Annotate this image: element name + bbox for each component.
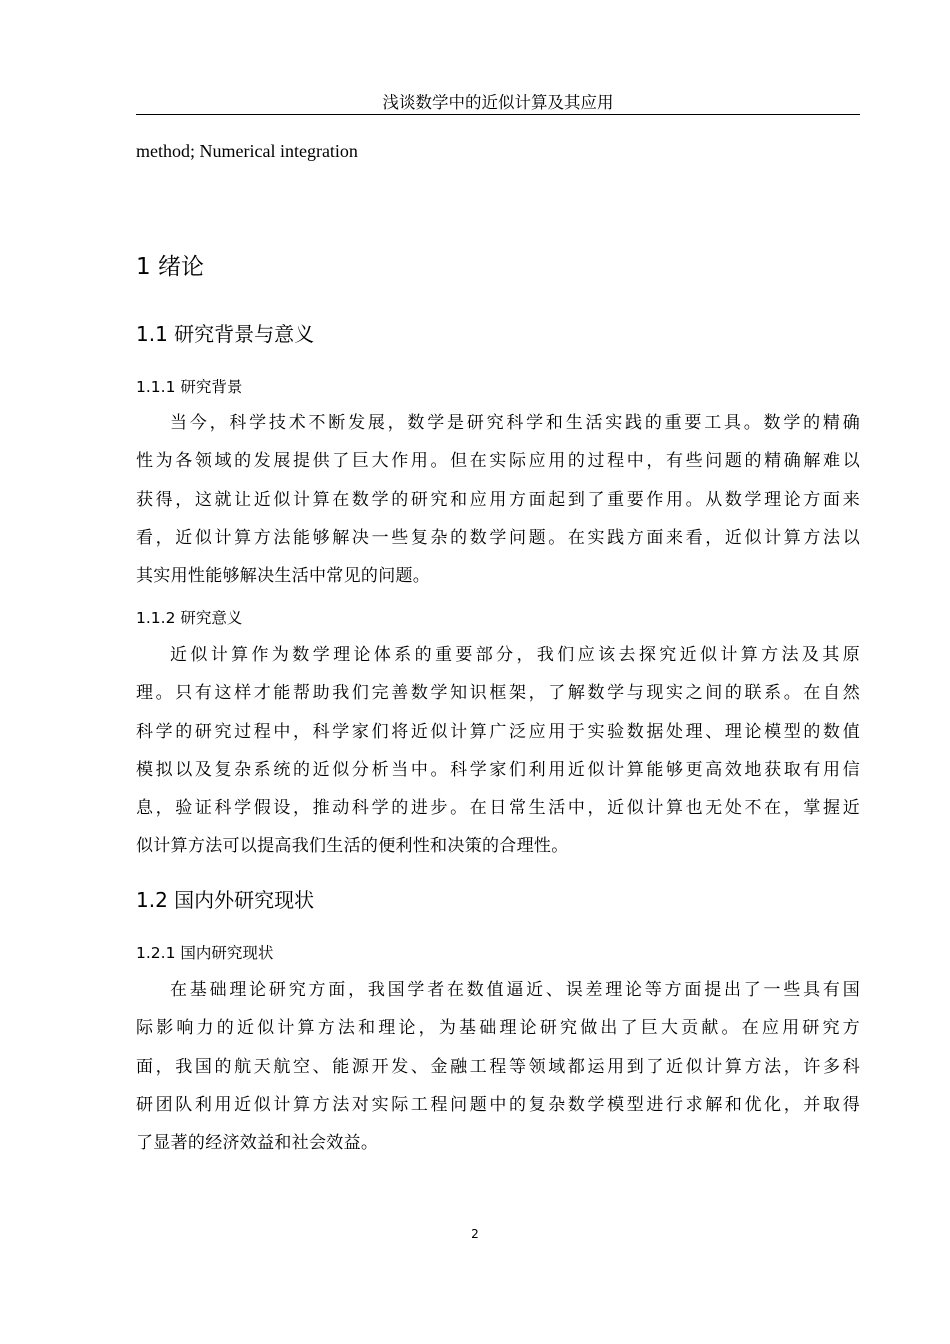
paragraph-domestic-research: [136, 971, 860, 1162]
page-number: 2: [471, 1227, 479, 1241]
paragraph-line: 模拟以及复杂系统的近似分析当中。科学家们利用近似计算能够更高效地获取有用信: [136, 759, 860, 780]
paragraph-research-significance: [136, 636, 860, 866]
paragraph-line: 在基础理论研究方面，我国学者在数值逼近、误差理论等方面提出了一些具有国: [170, 980, 860, 1000]
paragraph-line: 当今，科学技术不断发展，数学是研究科学和生活实践的重要工具。数学的精确: [170, 413, 860, 433]
paragraph-line: 息，验证科学假设，推动科学的进步。在日常生活中，近似计算也无处不在，掌握近: [136, 798, 860, 819]
subsection-heading-1-2-1: 1.2.1 国内研究现状: [136, 944, 274, 962]
paragraph-line: 了显著的经济效益和社会效益。: [136, 1133, 379, 1154]
section-heading-1-2: 1.2 国内外研究现状: [136, 888, 315, 912]
paragraph-research-background: [136, 404, 860, 595]
keywords-continuation: method; Numerical integration: [136, 141, 358, 161]
chapter-heading: 1 绪论: [136, 254, 204, 280]
paragraph-line: 研团队利用近似计算方法对实际工程问题中的复杂数学模型进行求解和优化，并取得: [136, 1094, 860, 1115]
paragraph-line: 理。只有这样才能帮助我们完善数学知识框架，了解数学与现实之间的联系。在自然: [136, 683, 860, 704]
paragraph-line: 际影响力的近似计算方法和理论，为基础理论研究做出了巨大贡献。在应用研究方: [136, 1018, 860, 1039]
paragraph-line: 获得，这就让近似计算在数学的研究和应用方面起到了重要作用。从数学理论方面来: [136, 489, 860, 510]
paragraph-line: 近似计算作为数学理论体系的重要部分，我们应该去探究近似计算方法及其原: [170, 645, 860, 665]
paragraph-line: 其实用性能够解决生活中常见的问题。: [136, 566, 431, 587]
running-header: 浅谈数学中的近似计算及其应用: [382, 93, 614, 112]
paragraph-line: 面，我国的航天航空、能源开发、金融工程等领域都运用到了近似计算方法，许多科: [136, 1056, 860, 1077]
subsection-heading-1-1-1: 1.1.1 研究背景: [136, 378, 243, 396]
paragraph-line: 似计算方法可以提高我们生活的便利性和决策的合理性。: [136, 836, 569, 857]
section-heading-1-1: 1.1 研究背景与意义: [136, 322, 315, 346]
paragraph-line: 性为各领域的发展提供了巨大作用。但在实际应用的过程中，有些问题的精确解难以: [136, 451, 860, 472]
paragraph-line: 科学的研究过程中，科学家们将近似计算广泛应用于实验数据处理、理论模型的数值: [136, 721, 860, 742]
header-rule: [136, 114, 860, 115]
paragraph-line: 看，近似计算方法能够解决一些复杂的数学问题。在实践方面来看，近似计算方法以: [136, 527, 860, 548]
subsection-heading-1-1-2: 1.1.2 研究意义: [136, 609, 243, 627]
